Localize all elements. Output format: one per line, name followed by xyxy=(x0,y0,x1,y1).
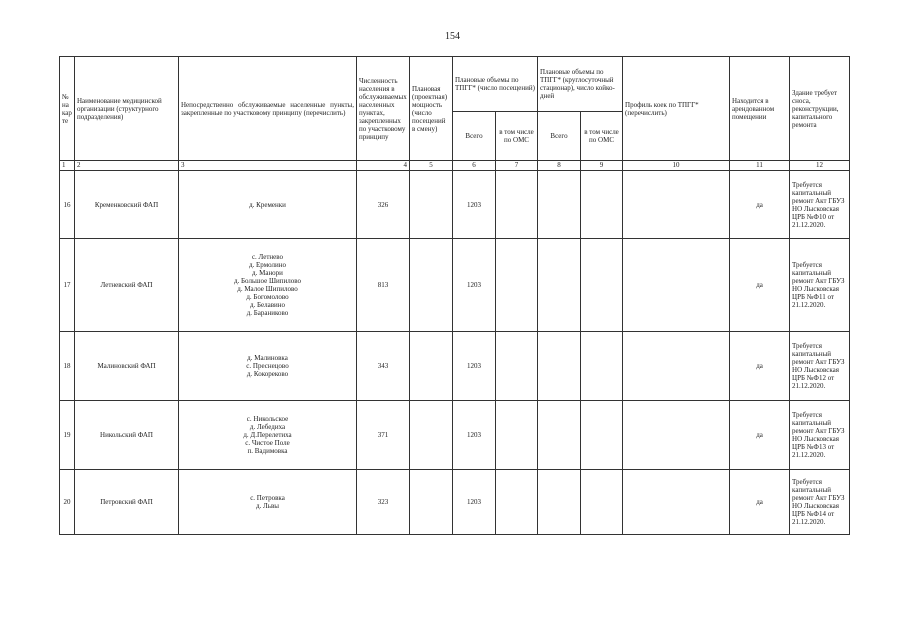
settlement: с. Летнево xyxy=(251,253,284,261)
beds-total xyxy=(538,401,581,470)
row-number: 16 xyxy=(60,171,75,239)
visits-total: 1203 xyxy=(453,332,496,401)
visits-oms xyxy=(496,401,538,470)
settlements-cell xyxy=(179,171,357,239)
capacity xyxy=(410,401,453,470)
table-row xyxy=(60,171,850,239)
settlements-cell xyxy=(179,401,357,470)
visits-oms xyxy=(496,332,538,401)
table-row xyxy=(60,470,850,535)
visits-total: 1203 xyxy=(453,171,496,239)
settlement: с. Никольское xyxy=(246,415,289,423)
visits-total: 1203 xyxy=(453,470,496,535)
column-number: 9 xyxy=(581,161,623,171)
column-number: 2 xyxy=(75,161,179,171)
population: 813 xyxy=(357,239,410,332)
rented: да xyxy=(730,171,790,239)
settlement: д. Лебедиха xyxy=(249,423,286,431)
row-number: 20 xyxy=(60,470,75,535)
header-settlements: Непосредственно обслуживаемые населенные пункты, закрепленные по участковому принципу (перечислить) xyxy=(179,57,357,161)
facility-name: Кременковский ФАП xyxy=(75,171,179,239)
settlement: с. Петровка xyxy=(250,494,285,502)
settlement: с. Преснецово xyxy=(246,362,289,370)
bed-profile xyxy=(623,401,730,470)
settlement: д. Кокореково xyxy=(246,370,289,378)
header-repair: Здание требует сноса, реконструкции, капитального ремонта xyxy=(790,57,850,161)
bed-profile xyxy=(623,332,730,401)
population: 343 xyxy=(357,332,410,401)
repair-note: Требуется капитальный ремонт Акт ГБУЗ НО Лысковская ЦРБ №Ф12 от 21.12.2020. xyxy=(790,332,850,401)
header-planned-beds: Плановые объемы по ТПГГ* (круглосуточный стационар), число койко-дней xyxy=(538,57,623,112)
table-row xyxy=(60,332,850,401)
header-beds-oms: в том числе по ОМС xyxy=(581,112,623,161)
repair-note: Требуется капитальный ремонт Акт ГБУЗ НО Лысковская ЦРБ №Ф13 от 21.12.2020. xyxy=(790,401,850,470)
column-number: 4 xyxy=(357,161,410,171)
population: 326 xyxy=(357,171,410,239)
settlement: д. Ермолино xyxy=(248,261,287,269)
header-rented: Находится в арендованном помещении xyxy=(730,57,790,161)
population: 323 xyxy=(357,470,410,535)
column-number: 6 xyxy=(453,161,496,171)
rented: да xyxy=(730,470,790,535)
visits-oms xyxy=(496,470,538,535)
facilities-table xyxy=(59,56,850,535)
facility-name: Летневский ФАП xyxy=(75,239,179,332)
column-number: 5 xyxy=(410,161,453,171)
column-number: 11 xyxy=(730,161,790,171)
header-visits-total: Всего xyxy=(453,112,496,161)
capacity xyxy=(410,470,453,535)
table-row xyxy=(60,401,850,470)
page-number: 154 xyxy=(445,31,460,42)
beds-oms xyxy=(581,401,623,470)
row-number: 18 xyxy=(60,332,75,401)
beds-total xyxy=(538,332,581,401)
repair-note: Требуется капитальный ремонт Акт ГБУЗ НО Лысковская ЦРБ №Ф10 от 21.12.2020. xyxy=(790,171,850,239)
bed-profile xyxy=(623,171,730,239)
header-organization: Наименование медицинской организации (структурного подразделения) xyxy=(75,57,179,161)
column-number-row xyxy=(60,161,850,171)
column-number: 10 xyxy=(623,161,730,171)
capacity xyxy=(410,171,453,239)
bed-profile xyxy=(623,239,730,332)
visits-oms xyxy=(496,171,538,239)
settlements-cell xyxy=(179,332,357,401)
header-capacity: Плановая (проектная) мощность (число посещений в смену) xyxy=(410,57,453,161)
facility-name: Никольский ФАП xyxy=(75,401,179,470)
beds-total xyxy=(538,470,581,535)
settlements-cell xyxy=(179,470,357,535)
table-row xyxy=(60,239,850,332)
settlement: д. Д.Перелетиха xyxy=(243,431,292,439)
header-beds-total: Всего xyxy=(538,112,581,161)
settlement: д. Малое Шипилово xyxy=(237,285,298,293)
repair-note: Требуется капитальный ремонт Акт ГБУЗ НО Лысковская ЦРБ №Ф11 от 21.12.2020. xyxy=(790,239,850,332)
beds-oms xyxy=(581,239,623,332)
settlement: д. Белавино xyxy=(249,301,286,309)
capacity xyxy=(410,332,453,401)
row-number: 19 xyxy=(60,401,75,470)
settlement: д. Большое Шипилово xyxy=(233,277,302,285)
repair-note: Требуется капитальный ремонт Акт ГБУЗ НО Лысковская ЦРБ №Ф14 от 21.12.2020. xyxy=(790,470,850,535)
row-number: 17 xyxy=(60,239,75,332)
header-visits-oms: в том числе по ОМС xyxy=(496,112,538,161)
settlement: д. Львы xyxy=(255,502,279,510)
settlement: п. Вадимовка xyxy=(247,447,288,455)
settlement: д. Малиновка xyxy=(247,354,288,362)
visits-oms xyxy=(496,239,538,332)
facility-name: Петровский ФАП xyxy=(75,470,179,535)
rented: да xyxy=(730,239,790,332)
column-number: 12 xyxy=(790,161,850,171)
visits-total: 1203 xyxy=(453,239,496,332)
beds-total xyxy=(538,239,581,332)
settlement: д. Манори xyxy=(252,269,283,277)
column-number: 3 xyxy=(179,161,357,171)
visits-total: 1203 xyxy=(453,401,496,470)
header-bed-profile: Профиль коек по ТПГГ* (перечислить) xyxy=(623,57,730,161)
header-map-number: № на кар те xyxy=(60,57,75,161)
facility-name: Малиновский ФАП xyxy=(75,332,179,401)
column-number: 1 xyxy=(60,161,75,171)
beds-oms xyxy=(581,470,623,535)
beds-oms xyxy=(581,171,623,239)
settlement: с. Чистое Поле xyxy=(245,439,290,447)
settlement: д. Бараниково xyxy=(246,309,289,317)
column-number: 7 xyxy=(496,161,538,171)
population: 371 xyxy=(357,401,410,470)
header-planned-visits: Плановые объемы по ТПГГ* (число посещений) xyxy=(453,57,538,112)
settlement: д. Кременки xyxy=(249,200,286,209)
capacity xyxy=(410,239,453,332)
column-number: 8 xyxy=(538,161,581,171)
rented: да xyxy=(730,332,790,401)
beds-total xyxy=(538,171,581,239)
header-population: Численность населения в обслуживаемых населенных пунктах, закрепленных по участковому принципу xyxy=(357,57,410,161)
settlement: д. Богомолово xyxy=(246,293,289,301)
bed-profile xyxy=(623,470,730,535)
rented: да xyxy=(730,401,790,470)
beds-oms xyxy=(581,332,623,401)
settlements-cell xyxy=(179,239,357,332)
